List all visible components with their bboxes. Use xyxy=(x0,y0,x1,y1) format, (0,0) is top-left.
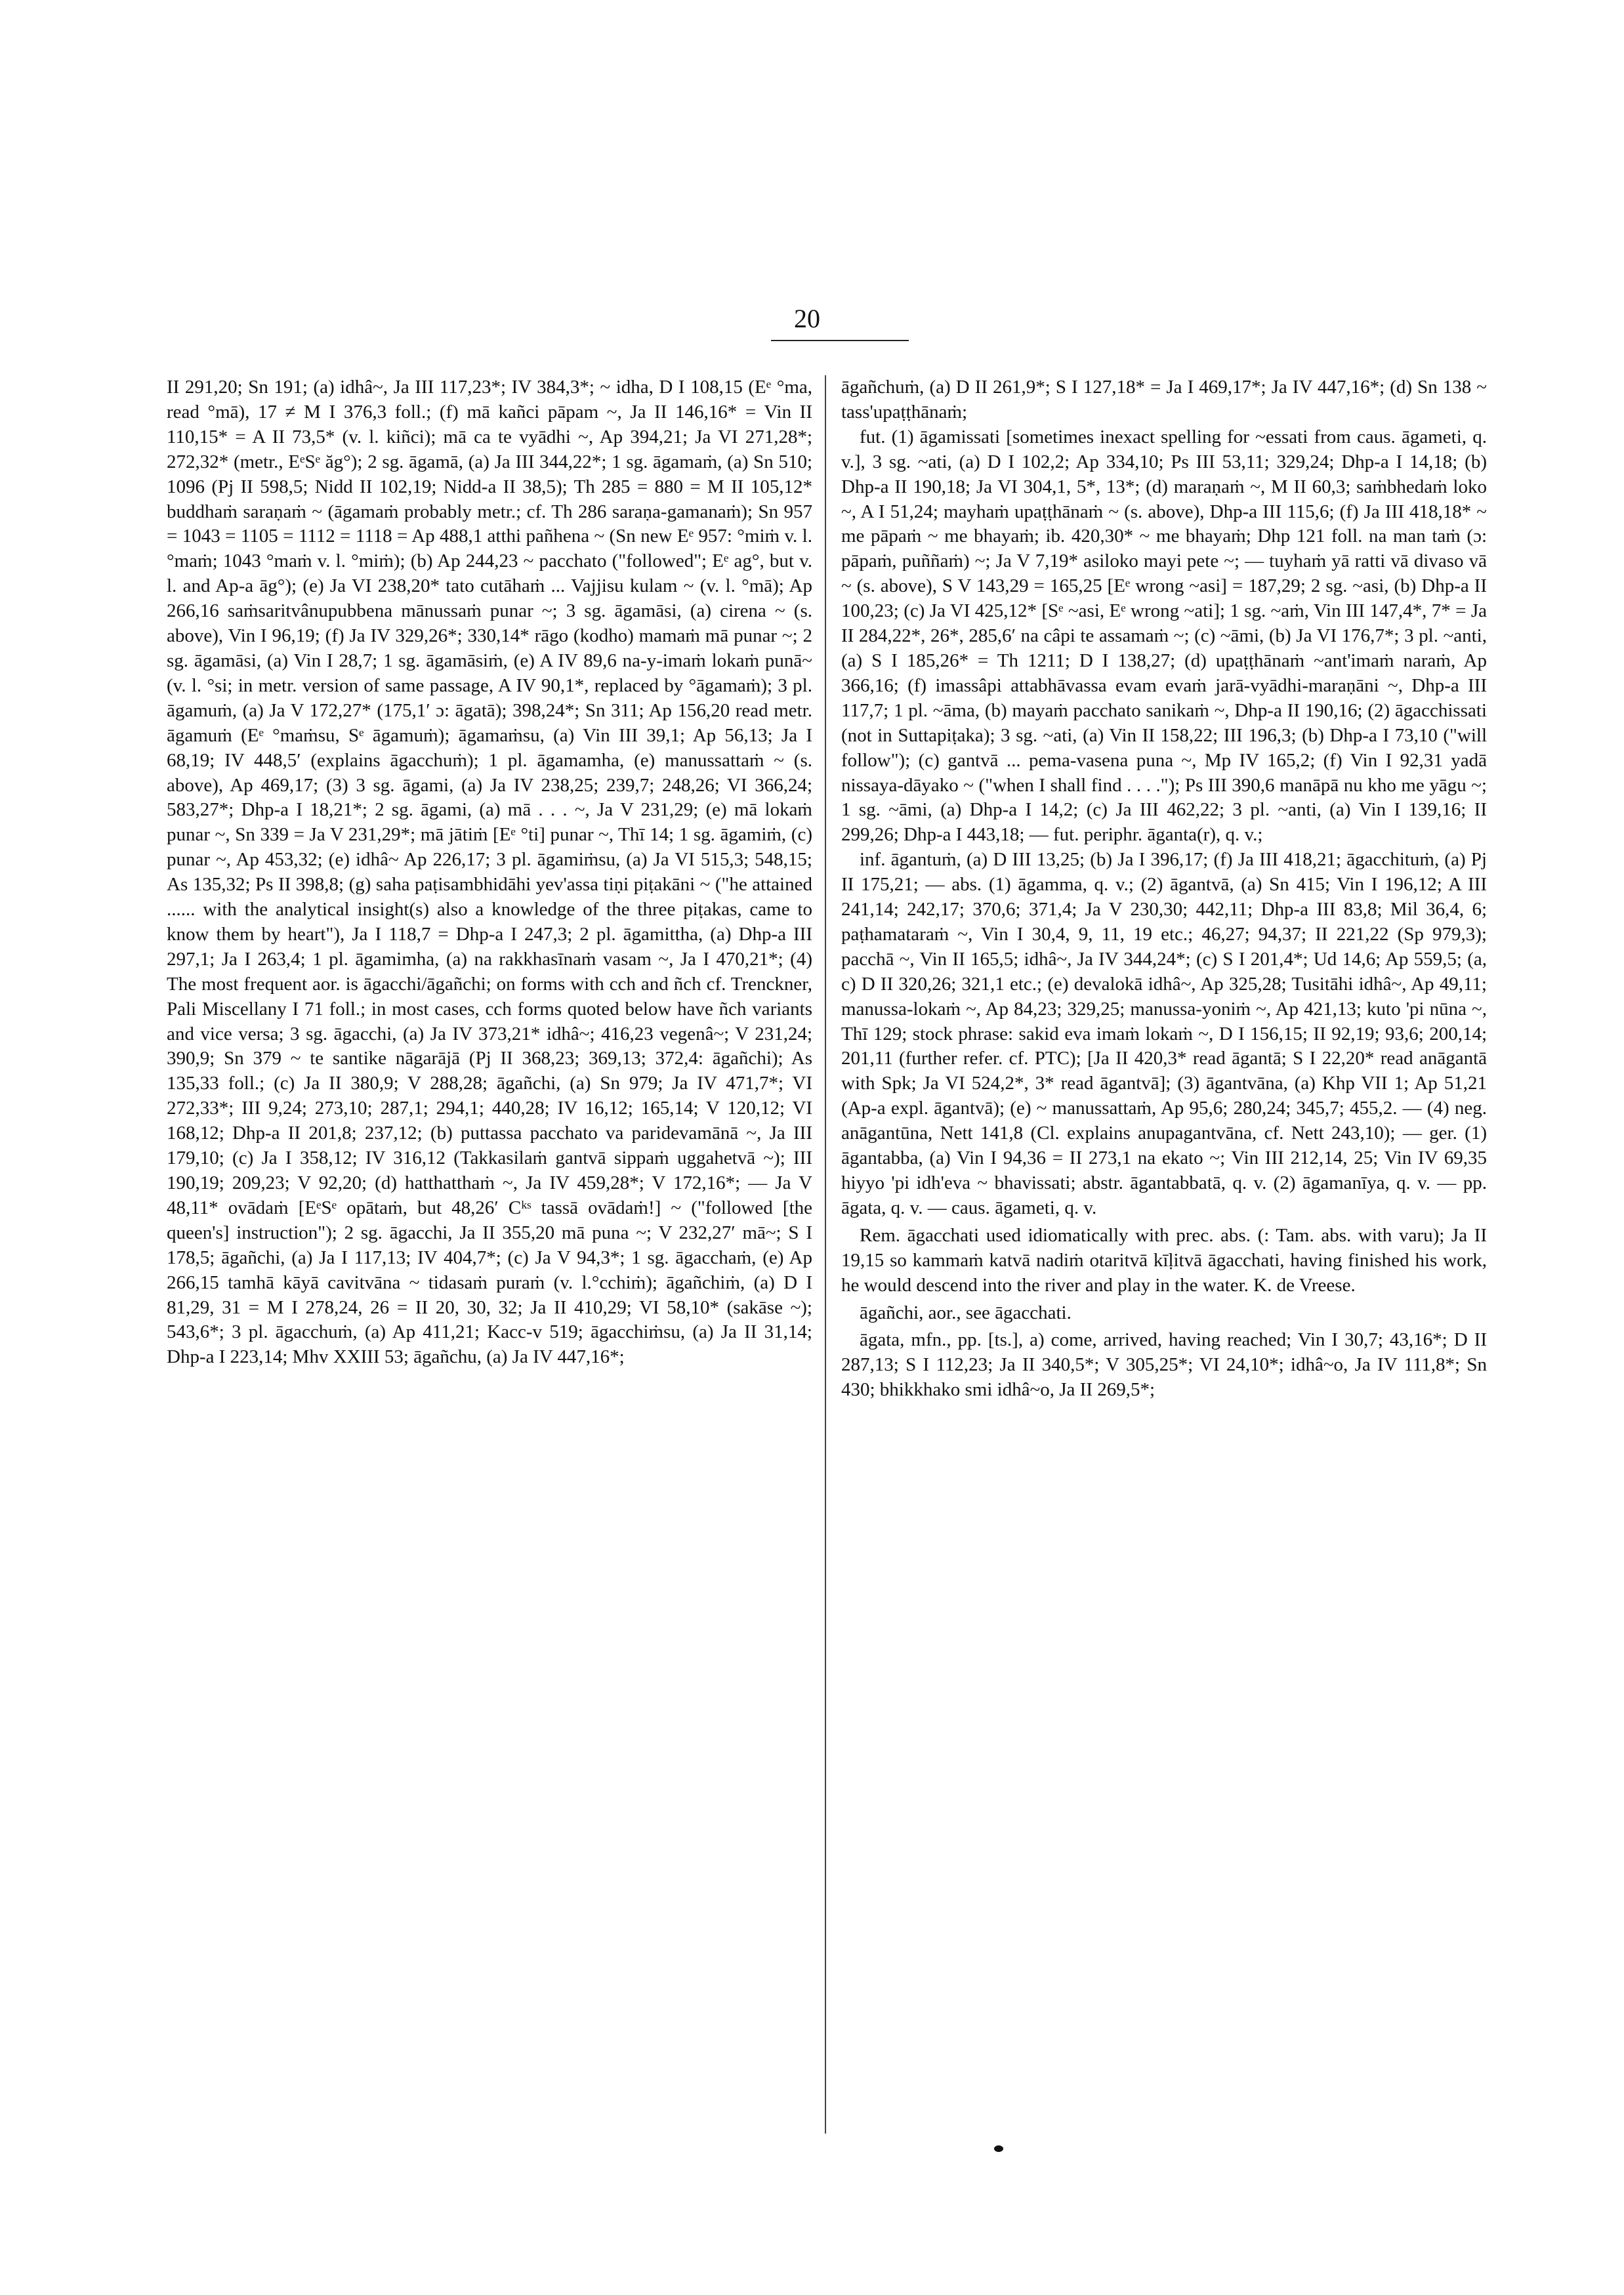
dictionary-entry: āgañchi, aor., see āgacchati. xyxy=(860,1302,1072,1323)
right-column-paragraph: fut. (1) āgamissati [sometimes inexact spelling for ~essati from caus. āgameti, q. v.], 3 sg. ~ati, (a) D I 102,2; Ap 334,10; Ps III 53,11; 329,24; Dhp-a I 14,18; (b) Dhp-a II 190,18; Ja VI 304,1, 5*, 13*; (d) maraṇaṁ ~, M II 60,3; saṁbhedaṁ loko ~, A I 51,24; mayhaṁ upaṭṭhānaṁ ~ (s. above), Dhp-a III 115,6; (f) Ja III 418,18* ~ me pāpaṁ ~ me bhayaṁ; ib. 420,30* ~ me bhayaṁ; Dhp 121 foll. na man taṁ (ɔ: pāpaṁ, puññaṁ) ~; Ja V 7,19* asiloko mayi pete ~; — tuyhaṁ yā ratti vā divaso vā ~ (s. above), S V 143,29 = 165,25 [Eᵉ wrong ~asi] = 187,29; 2 sg. ~asi, (b) Dhp-a II 100,23; (c) Ja VI 425,12* [Sᵉ ~asi, Eᵉ wrong ~ati]; 1 sg. ~aṁ, Vin III 147,4*, 7* = Ja II 284,22*, 26*, 285,6′ na câpi te assamaṁ ~; (c) ~āmi, (b) Ja VI 176,7*; 3 pl. ~anti, (a) S I 185,26* = Th 1211; D I 138,27; (d) upaṭṭhānaṁ ~ant'imaṁ naraṁ, Ap 366,16; (f) imassâpi attabhāvassa evam evaṁ jarā-vyādhi-maraṇāni ~, Dhp-a III 117,7; 1 pl. ~āma, (b) mayaṁ pacchato sanikaṁ ~, Dhp-a II 190,16; (2) āgacchissati (not in Suttapiṭaka); 3 sg. ~ati, (a) Vin II 158,22; III 196,3; (b) Dhp-a I 73,10 ("will follow"); (c) gantvā ... pema-vasena puna ~, Mp IV 165,2; (f) Vin I 92,31 yadā nissaya-dāyako ~ ("when I shall find . . . ."); Ps III 390,6 manāpā nu kho me yāgu ~; 1 sg. ~āmi, (a) Dhp-a I 14,2; (c) Ja III 462,22; 3 pl. ~anti, (a) Vin I 139,16; II 299,26; Dhp-a I 443,18; — fut. periphr. āganta(r), q. v.; xyxy=(841,426,1487,846)
page-number-rule xyxy=(771,340,909,341)
right-column-paragraph: inf. āgantuṁ, (a) D III 13,25; (b) Ja I 396,17; (f) Ja III 418,21; āgacchituṁ, (a) Pj II 175,21; — abs. (1) āgamma, q. v.; (2) āgantvā, (a) Sn 415; Vin I 196,12; A III 241,14; 242,17; 370,6; 371,4; Ja V 230,30; 442,11; Dhp-a III 83,8; Mil 36,4, 6; paṭhamataraṁ ~, Vin I 30,4, 9, 11, 19 etc.; 46,27; 94,37; II 221,22 (Sp 979,3); pacchā ~, Vin II 165,5; idhâ~, Ja IV 344,24*; (c) S I 201,4*; Ud 14,6; Ap 559,5; (a, c) D II 320,26; 321,1 etc.; (e) devalokā idhâ~, Ap 325,28; Tusitāhi idhâ~, Ap 49,11; manussa-lokaṁ ~, Ap 84,23; 329,25; manussa-yoniṁ ~, Ap 421,13; kuto 'pi nūna ~, Thī 129; stock phrase: sakid eva imaṁ lokaṁ ~, D I 156,15; II 92,19; 93,6; 200,14; 201,11 (further refer. cf. PTC); [Ja II 420,3* read āgantā; S I 22,20* read anāgantā with Spk; Ja VI 524,2*, 3* read āgantvā]; (3) āgantvāna, (a) Khp VII 1; Ap 51,21 (Ap-a expl. āgantvā); (e) ~ manussattaṁ, Ap 95,6; 280,24; 345,7; 455,2. — (4) neg. anāgantūna, Nett 141,8 (Cl. explains anupagantvāna, cf. Nett 243,10); — ger. (1) āgantabba, (a) Vin I 94,36 = II 273,1 na ekato ~; Vin III 212,14, 25; Vin IV 69,35 hiyyo 'pi idh'eva ~ bhavissati; abstr. āgantabbatā, q. v. (2) āgamanīya, q. v. — pp. āgata, q. v. — caus. āgameti, q. v. xyxy=(841,849,1487,1218)
dictionary-entry: āgata, mfn., pp. [ts.], a) come, arrived, having reached; Vin I 30,7; 43,16*; D II 287,13; S I 112,23; Ja II 340,5*; V 305,25*; VI 24,10*; idhâ~o, Ja IV 111,8*; Sn 430; bhikkhako smi idhâ~o, Ja II 269,5*; xyxy=(841,1329,1487,1401)
column-divider xyxy=(825,375,826,2134)
right-column xyxy=(841,375,1487,1403)
left-column-paragraph: II 291,20; Sn 191; (a) idhâ~, Ja III 117,23*; IV 384,3*; ~ idha, D I 108,15 (Eᵉ °ma, read °mā), 17 ≠ M I 376,3 foll.; (f) mā kañci pāpam ~, Ja II 146,16* = Vin II 110,15* = A II 73,5* (v. l. kiñci); mā ca te vyādhi ~, Ap 394,21; Ja VI 271,28*; 272,32* (metr., EᵉSᵉ ăg°); 2 sg. āgamā, (a) Ja III 344,22*; 1 sg. āgamaṁ, (a) Sn 510; 1096 (Pj II 598,5; Nidd II 102,19; Nidd-a II 38,5); Th 285 = 880 = M II 105,12* buddhaṁ saraṇaṁ ~ (āgamaṁ probably metr.; cf. Th 286 saraṇa-gamanaṁ); Sn 957 = 1043 = 1105 = 1112 = 1118 = Ap 488,1 atthi pañhena ~ (Sn new Eᵉ 957: °miṁ v. l. °maṁ; 1043 °maṁ v. l. °miṁ); (b) Ap 244,23 ~ pacchato ("followed"; Eᵉ ag°, but v. l. and Ap-a āg°); (e) Ja VI 238,20* tato cutāhaṁ ... Vajjisu kulam ~ (v. l. °mā); Ap 266,16 saṁsaritvânupubbena mānussaṁ punar ~; 3 sg. āgamāsi, (a) cirena ~ (s. above), Vin I 96,19; (f) Ja IV 329,26*; 330,14* rāgo (kodho) mamaṁ mā punar ~; 2 sg. āgamāsi, (a) Vin I 28,7; 1 sg. āgamāsiṁ, (e) A IV 89,6 na-y-imaṁ lokaṁ punā~ (v. l. °si; in metr. version of same passage, A IV 90,1*, replaced by °āgamaṁ); 3 pl. āgamuṁ, (a) Ja V 172,27* (175,1′ ɔ: āgatā); 398,24*; Sn 311; Ap 156,20 read metr. āgamuṁ (Eᵉ °maṁsu, Sᵉ āgamuṁ); āgamaṁsu, (a) Vin III 39,1; Ap 56,13; Ja I 68,19; IV 448,5′ (explains āgacchuṁ); 1 pl. āgamamha, (e) manussattaṁ ~ (s. above), Ap 469,17; (3) 3 sg. āgami, (a) Ja IV 238,25; 239,7; 248,26; VI 366,24; 583,27*; Dhp-a I 18,21*; 2 sg. āgami, (a) mā . . . ~, Ja V 231,29; (e) mā lokaṁ punar ~, Sn 339 = Ja V 231,29*; mā jātiṁ [Eᵉ °ti] punar ~, Thī 14; 1 sg. āgamiṁ, (c) punar ~, Ap 453,32; (e) idhâ~ Ap 226,17; 3 pl. āgamiṁsu, (a) Ja VI 515,3; 548,15; As 135,32; Ps II 398,8; (g) saha paṭisambhidāhi yev'assa tiṇi piṭakāni ~ ("he attained ...... with the analytical insight(s) also a knowledge of the three piṭakas, came to know them by heart"), Ja I 118,7 = Dhp-a I 247,3; 2 pl. āgamittha, (a) Dhp-a III 297,1; Ja I 263,4; 1 pl. āgamimha, (a) na rakkhasīnaṁ vasam ~, Ja I 470,21*; (4) The most frequent aor. is āgacchi/āgañchi; on forms with cch and ñch cf. Trenckner, Pali Miscellany I 71 foll.; in most cases, cch forms quoted below have ñch variants and vice versa; 3 sg. āgacchi, (a) Ja IV 373,21* idhâ~; 416,23 vegenâ~; V 231,24; 390,9; Sn 379 ~ te santike nāgarājā (Pj II 368,23; 369,13; 372,4: āgañchi); As 135,33 foll.; (c) Ja II 380,9; V 288,28; āgañchi, (a) Sn 979; Ja IV 471,7*; VI 272,33*; III 9,24; 273,10; 287,1; 294,1; 440,28; IV 16,12; 165,14; V 120,12; VI 168,12; Dhp-a II 201,8; 237,12; (b) puttassa pacchato va paridevamānā ~, Ja III 179,10; (c) Ja I 358,12; IV 316,12 (Takkasilaṁ gantvā sippaṁ uggahetvā ~); III 190,19; 209,23; V 92,20; (d) hatthatthaṁ ~, Ja IV 459,28*; V 172,16*; — Ja V 48,11* ovādaṁ [EᵉSᵉ opātaṁ, but 48,26′ Cᵏˢ tassā ovādaṁ!] ~ ("followed [the queen's] instruction"); 2 sg. āgacchi, Ja II 355,20 mā puna ~; V 232,27′ mā~; S I 178,5; āgañchi, (a) Ja I 117,13; IV 404,7*; (c) Ja V 94,3*; 1 sg. āgacchaṁ, (e) Ap 266,15 tamhā kāyā cavitvāna ~ tidasaṁ puraṁ (v. l.°cchiṁ); āgañchiṁ, (a) D I 81,29, 31 = M I 278,24, 26 = II 20, 30, 32; Ja II 410,29; VI 58,10* (sakāse ~); 543,6*; 3 pl. āgacchuṁ, (a) Ap 411,21; Kacc-v 519; āgacchiṁsu, (a) Ja II 31,14; Dhp-a I 223,14; Mhv XXIII 53; āgañchu, (a) Ja IV 447,16*; xyxy=(167,377,812,1368)
page-mark xyxy=(994,2145,1003,2152)
right-column-paragraph: āgañchuṁ, (a) D II 261,9*; S I 127,18* = Ja I 469,17*; Ja IV 447,16*; (d) Sn 138 ~ tass'upaṭṭhānaṁ; xyxy=(841,377,1487,423)
page-number: 20 xyxy=(794,304,820,333)
left-column xyxy=(167,375,812,1370)
remark-paragraph: Rem. āgacchati used idiomatically with prec. abs. (: Tam. abs. with varu); Ja II 19,15 so kammaṁ katvā nadiṁ otaritvā kīḷitvā āgacchati, having finished his work, he would descend into the river and play in the water. K. de Vreese. xyxy=(841,1224,1487,1296)
